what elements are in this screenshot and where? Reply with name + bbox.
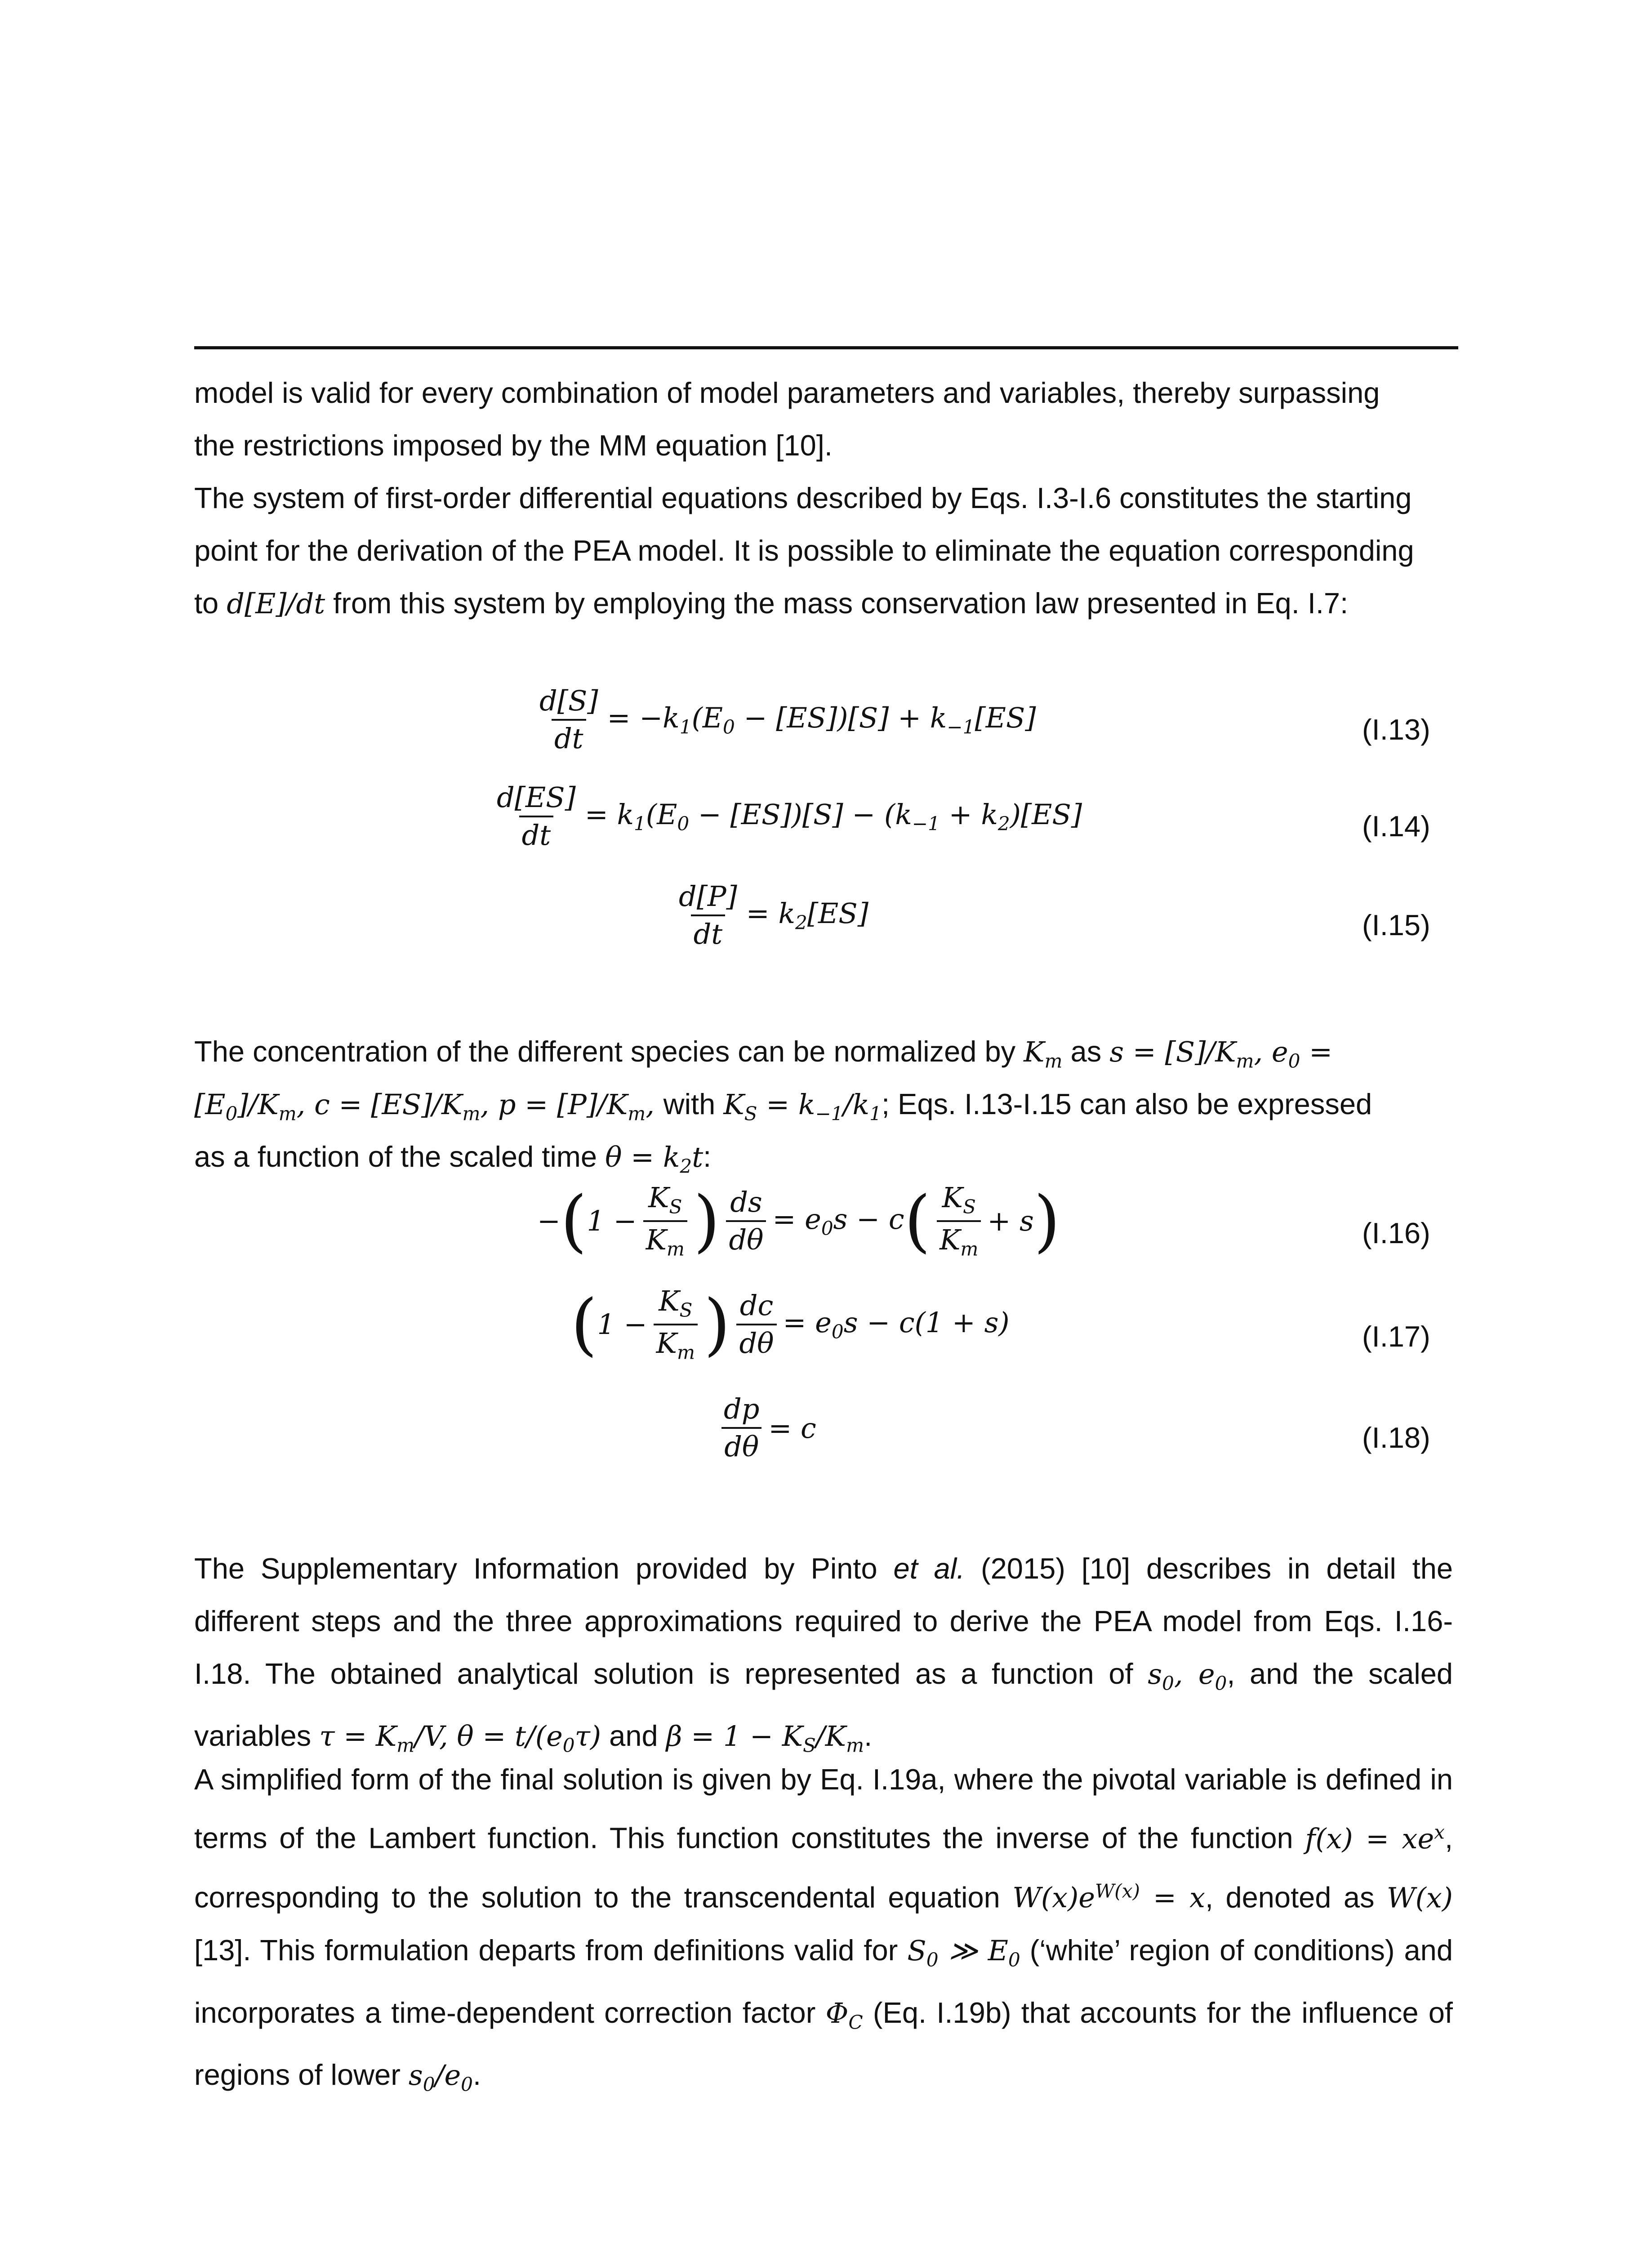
equation-number: (I.15) (1362, 909, 1430, 941)
text-line: The system of first-order differential equations described by Eqs. I.3-I.6 constitutes the starting (194, 482, 1412, 514)
equation-i15: $\frac{d[P]}{dt}$ = $k_2[ES]$ (679, 880, 868, 951)
equation-number: (I.17) (1362, 1320, 1430, 1353)
header-rule (194, 346, 1458, 349)
equation-number: (I.13) (1362, 713, 1430, 746)
equation-number: (I.16) (1362, 1217, 1430, 1249)
text-line: the restrictions imposed by the MM equation [10]. (194, 429, 833, 462)
text-line: $[E_0]/K_m$, $c = [ES]/K_m$, $p = [P]/K_m$, with $K_S = k_{-1}/k_1$; Eqs. I.13-I.15 can also be expressed (194, 1088, 1372, 1125)
equation-number: (I.14) (1362, 810, 1430, 843)
paragraph-4: A simplified form of the final solution is given by Eq. I.19a, where the pivotal variable is defined in terms of the Lambert function. This function constitutes the inverse of the function $f(x) = xe^x$, corresponding to the solution to the transcendental equation $W(x)e^{W(x)} = x$, denoted as W(x) [13]. This formulation departs from definitions valid for $S_0$ ≫ $E_0$ (‘white’ region of conditions) and incorporates a time-dependent correction factor $\Phi_C$ (Eq. I.19b) that accounts for the influence of regions of lower $s_0/e_0$. (194, 1763, 1453, 2096)
text-line: The concentration of the different species can be normalized by $K_m$ as $s = [S]/K_m$, $e_0$ = (194, 1035, 1333, 1072)
text-line: to d[E]/dt from this system by employing the mass conservation law presented in Eq. I.7: (194, 587, 1349, 620)
text-line: point for the derivation of the PEA model. It is possible to eliminate the equation corresponding (194, 534, 1414, 567)
equation-i14: $\frac{d[ES]}{dt}$ = $k_1(E_0 - [ES])[S] - (k_{-1} + k_2)[ES]$ (497, 781, 1082, 852)
equation-i16: − ( 1 − $\frac{K_S}{K_m}$ ) $\frac{ds}{d\theta}$ = $e_0s - c$ ( $\frac{K_S}{K_m}$ + s ) (537, 1181, 1060, 1260)
paragraph-3: The Supplementary Information provided by Pinto et al. (2015) [10] describes in detail the different steps and the three approximations required to derive the PEA model from Eqs. I.16-I.18. The obtained analytical solution is represented as a function of $s_0$, $e_0$, and the scaled variables $\tau = K_m/V$, $\theta = t/(e_0\tau)$ and $\beta = 1 - K_S/K_m$. (194, 1552, 1453, 1757)
text-line: as a function of the scaled time $\theta = k_2t$: (194, 1140, 712, 1178)
equation-number: (I.18) (1362, 1421, 1430, 1454)
text-line: model is valid for every combination of model parameters and variables, thereby surpassing (194, 376, 1380, 409)
equation-i17: ( 1 − $\frac{K_S}{K_m}$ ) $\frac{dc}{d\theta}$ = $e_0s - c(1 + s)$ (571, 1285, 1010, 1364)
equation-i13: $\frac{d[S]}{dt}$ = $-k_1(E_0 - [ES])[S] + k_{-1}[ES]$ (539, 684, 1036, 755)
equation-i18: $\frac{dp}{d\theta}$ = c (715, 1394, 816, 1462)
